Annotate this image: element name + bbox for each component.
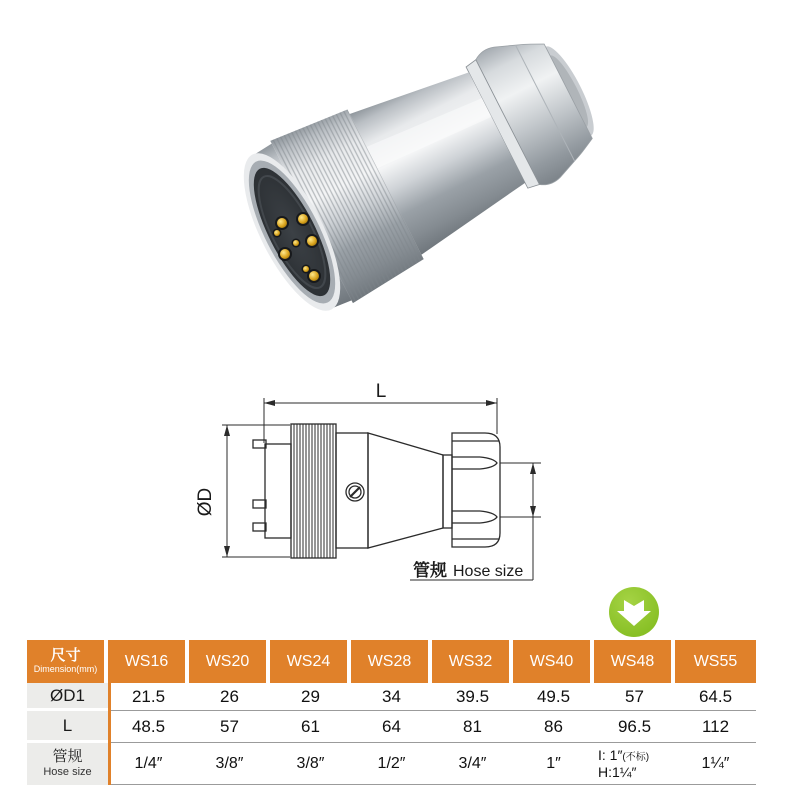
spec-table bbox=[27, 640, 756, 785]
dimension-diagram bbox=[185, 372, 565, 597]
knurl-hatch bbox=[294, 424, 333, 558]
hose-ws32: 3/4″ bbox=[432, 743, 513, 785]
table-header-ws55: WS55 bbox=[675, 640, 756, 683]
connector-body bbox=[223, 20, 610, 327]
table-orange-divider bbox=[108, 683, 111, 785]
hose-ws20: 3/8″ bbox=[189, 743, 270, 785]
l-ws32: 81 bbox=[432, 711, 513, 743]
hose-ws24: 3/8″ bbox=[270, 743, 351, 785]
length-dimension-label: L bbox=[375, 381, 387, 402]
header-dimension-en: Dimension(mm) bbox=[33, 664, 98, 675]
hose-label-en: Hose size bbox=[43, 765, 92, 778]
l-ws20: 57 bbox=[189, 711, 270, 743]
d1-ws40: 49.5 bbox=[513, 683, 594, 711]
d1-ws48: 57 bbox=[594, 683, 675, 711]
dimension-arrowheads bbox=[224, 400, 536, 557]
table-header-ws28: WS28 bbox=[351, 640, 432, 683]
header-dimension-zh: 尺寸 bbox=[50, 646, 81, 664]
table-header-ws20: WS20 bbox=[189, 640, 270, 683]
hose-ws48-line1: I: 1″(不标) bbox=[598, 746, 650, 763]
l-ws28: 64 bbox=[351, 711, 432, 743]
hose-ws48 bbox=[594, 743, 675, 785]
d1-ws20: 26 bbox=[189, 683, 270, 711]
l-ws24: 61 bbox=[270, 711, 351, 743]
highlight-down-arrow-icon bbox=[608, 586, 660, 638]
table-header-ws40: WS40 bbox=[513, 640, 594, 683]
d1-ws55: 64.5 bbox=[675, 683, 756, 711]
hose-ws55: 1¼″ bbox=[675, 743, 756, 785]
diameter-dimension-label: ØD bbox=[195, 487, 216, 517]
dimension-lines bbox=[222, 398, 541, 580]
table-header-dimension bbox=[27, 640, 108, 683]
hose-ws48-line2: H:1¼″ bbox=[598, 763, 637, 780]
l-ws40: 86 bbox=[513, 711, 594, 743]
table-header-ws16: WS16 bbox=[108, 640, 189, 683]
d1-ws28: 34 bbox=[351, 683, 432, 711]
hose-size-label-en: Hose size bbox=[453, 563, 524, 580]
table-header-ws48: WS48 bbox=[594, 640, 675, 683]
row-label-length: L bbox=[27, 711, 108, 743]
d1-ws32: 39.5 bbox=[432, 683, 513, 711]
row-label-hose bbox=[27, 743, 108, 785]
d1-ws16: 21.5 bbox=[108, 683, 189, 711]
hose-size-label-zh: 管规 bbox=[413, 561, 447, 580]
hose-label-zh: 管规 bbox=[52, 748, 83, 766]
table-header-ws24: WS24 bbox=[270, 640, 351, 683]
outline bbox=[253, 424, 500, 558]
l-ws48: 96.5 bbox=[594, 711, 675, 743]
l-ws55: 112 bbox=[675, 711, 756, 743]
d1-ws24: 29 bbox=[270, 683, 351, 711]
hose-ws16: 1/4″ bbox=[108, 743, 189, 785]
hose-ws28: 1/2″ bbox=[351, 743, 432, 785]
hose-ws40: 1″ bbox=[513, 743, 594, 785]
l-ws16: 48.5 bbox=[108, 711, 189, 743]
row-label-d1: ØD1 bbox=[27, 683, 108, 711]
connector-photo bbox=[190, 20, 610, 350]
table-header-ws32: WS32 bbox=[432, 640, 513, 683]
